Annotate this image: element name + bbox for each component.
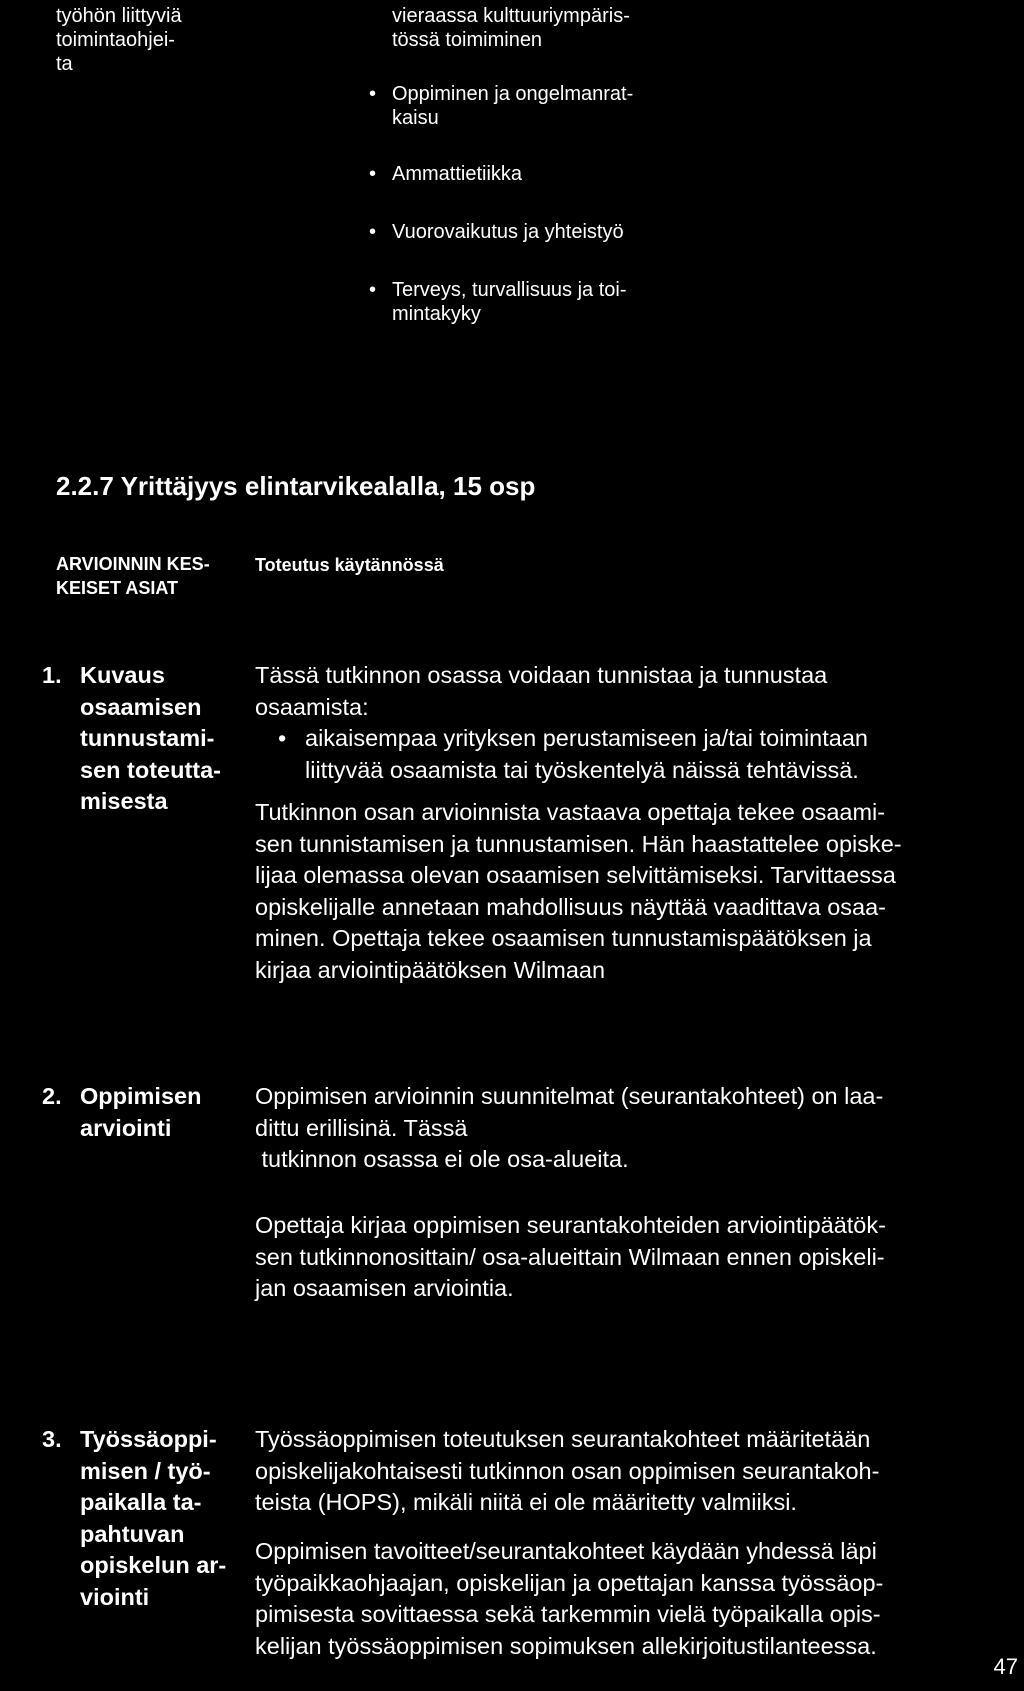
bullet-dot-icon: • [369,279,377,301]
paragraph [255,1081,1015,1176]
bullet-dot-icon: • [369,221,377,243]
text-line: arviointi [80,1114,172,1141]
text-line: teista (HOPS), mikäli niitä ei ole määritetty valmiiksi. [255,1489,797,1515]
paragraph [255,1424,1015,1519]
text-line: vieraassa kulttuuriympäris- [392,5,630,27]
text-line: kelijan työssäoppimisen sopimuksen allekirjoitustilanteessa. [255,1632,877,1659]
text-line: ta [56,53,73,75]
text-line: opiskelun ar- [80,1552,227,1578]
paragraph [255,1536,1015,1662]
text-line: KEISET ASIAT [56,578,179,598]
text-line: sen tunnistamisen ja tunnustamisen. Hän haastattelee opiske- [255,830,902,857]
text-line: minen. Opettaja tekee osaamisen tunnustamispäätöksen ja [255,925,872,951]
text-line: Ammattietiikka [392,163,523,185]
list-item [392,278,722,326]
list-item [392,82,722,130]
text-line: sen tutkinnonosittain/ osa-alueittain Wilmaan ennen opiskeli- [255,1243,885,1270]
text-line: osaamisen [80,693,202,720]
text-line: osaamista: [255,693,369,720]
list-item [392,220,722,244]
text-line: ARVIOINNIN KES- [56,554,210,574]
bullet-dot-icon: • [278,725,287,751]
text-line: Työssäoppi- [80,1426,217,1452]
competence-list [0,0,1024,340]
text-line: kaisu [392,107,439,129]
text-line: kirjaa arviointipäätöksen Wilmaan [255,956,606,983]
text-line: misen / työ- [80,1457,211,1484]
text-line: Opettaja kirjaa oppimisen seurantakohteiden arviointipäätök- [255,1212,886,1238]
column-header-implementation: Toteutus käytännössä [255,555,444,575]
text-line: Terveys, turvallisuus ja toi- [392,279,627,301]
text-line: tunnustami- [80,725,215,751]
text-line: opiskelijalle annetaan mahdollisuus näyttää vaadittava osaa- [255,893,886,920]
text-line: Vuorovaikutus ja yhteistyö [392,221,624,243]
text-line: viointi [80,1583,150,1610]
text-line: aikaisempaa yrityksen perustamiseen ja/tai toimintaan [305,725,868,751]
list-item [305,723,1024,786]
list-item [392,162,722,186]
text-line: Tutkinnon osan arvioinnista vastaava opettaja tekee osaami- [255,799,886,825]
text-line: lijaa olemassa olevan osaamisen selvittämiseksi. Tarvittaessa [255,862,896,888]
text-line: jan osaamisen arviointia. [255,1275,514,1301]
text-line: pahtuvan [80,1520,185,1547]
text-line: dittu erillisinä. Tässä [255,1114,468,1141]
text-line: mintakyky [392,303,481,325]
row-number: 2. [42,1083,62,1109]
row-label [42,660,242,818]
text-line: Oppimisen arvioinnin suunnitelmat (seurantakohteet) on laa- [255,1083,884,1109]
column-header-assessment [56,552,256,600]
text-line: paikalla ta- [80,1489,202,1515]
paragraph [255,1210,1015,1305]
text-line: Työssäoppimisen toteutuksen seurantakohteet määritetään [255,1426,871,1452]
text-line: misesta [80,788,168,814]
text-line: liittyvää osaamista tai työskentelyä näissä tehtävissä. [305,756,859,783]
text-line: tutkinnon osassa ei ole osa-alueita. [255,1146,629,1172]
text-line: Tässä tutkinnon osassa voidaan tunnistaa ja tunnustaa [255,662,828,688]
row-number: 3. [42,1426,62,1452]
bullet-dot-icon: • [369,163,377,185]
text-line: työpaikkaohjaajan, opiskelijan ja opettajan kanssa työssäop- [255,1569,884,1596]
text-line: opiskelijakohtaisesti tutkinnon osan oppimisen seurantakoh- [255,1457,880,1484]
text-line: pimisesta sovittaessa sekä tarkemmin vielä työpaikalla opis- [255,1601,881,1627]
row-label [42,1424,242,1613]
paragraph [255,797,1015,986]
section-heading: 2.2.7 Yrittäjyys elintarvikealalla, 15 osp [56,471,536,501]
text-line: Kuvaus [80,662,165,688]
text-line: Oppiminen ja ongelmanrat- [392,83,634,105]
text-line: työhön liittyviä toimintaohjei- [56,5,182,51]
text-line: sen toteutta- [80,756,221,783]
page-number: 47 [993,1654,1018,1679]
row-label [42,1081,242,1144]
bullet-dot-icon: • [369,83,377,105]
row-content [255,660,1015,723]
text-line: Oppimisen tavoitteet/seurantakohteet käydään yhdessä läpi [255,1538,877,1564]
text-line: Oppimisen [80,1083,202,1109]
row-number: 1. [42,662,62,688]
text-line: tössä toimiminen [392,29,543,51]
